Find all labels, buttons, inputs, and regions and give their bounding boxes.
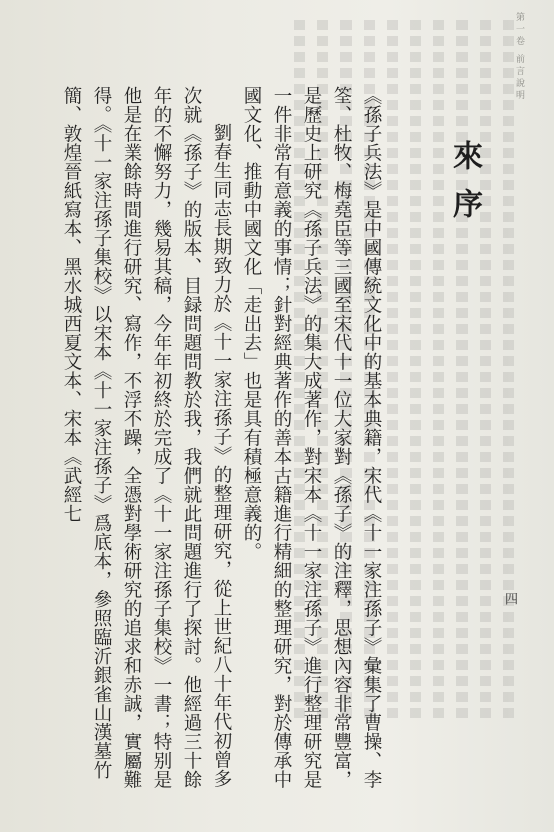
page-number: 四 [502,592,517,605]
body-text [56,86,386,806]
paragraph-2: 劉春生同志長期致力於《十一家注孫子》的整理研究，從上世紀八十年代初曾多次就《孫子》的版本、目録問題問教於我，我們就此問題進行了探討。他經過三十餘年的不懈努力，幾易其稿，今年年初終於完成了《十一家注孫子集校》一書；特别是他是在業餘時間進行研究、寫作，不浮不躁，全憑對學術研究的追求和赤誠，實屬難得。《十一家注孫子集校》以宋本《十一家注孫子》爲底本，參照臨沂銀雀山漢墓竹簡、敦煌晉紙寫本、黑水城西夏文本、宋本《武經七 [61,86,232,789]
page-title: 來序 [447,140,482,236]
paragraph-1: 《孫子兵法》是中國傳統文化中的基本典籍，宋代《十一家注孫子》彙集了曹操、李筌、杜牧、梅堯臣等三國至宋代十一位大家對《孫子》的注釋，思想內容非常豐富，是歷史上研究《孫子兵法》的集大成著作，對宋本《十一家注孫子》進行整理研究是一件非常有意義的事情；針對經典著作的善本古籍進行精細的整理研究，對於傳承中國文化、推動中國文化「走出去」也是具有積極意義的。 [241,86,382,789]
running-head: 第一卷 前言說明 [514,12,524,102]
